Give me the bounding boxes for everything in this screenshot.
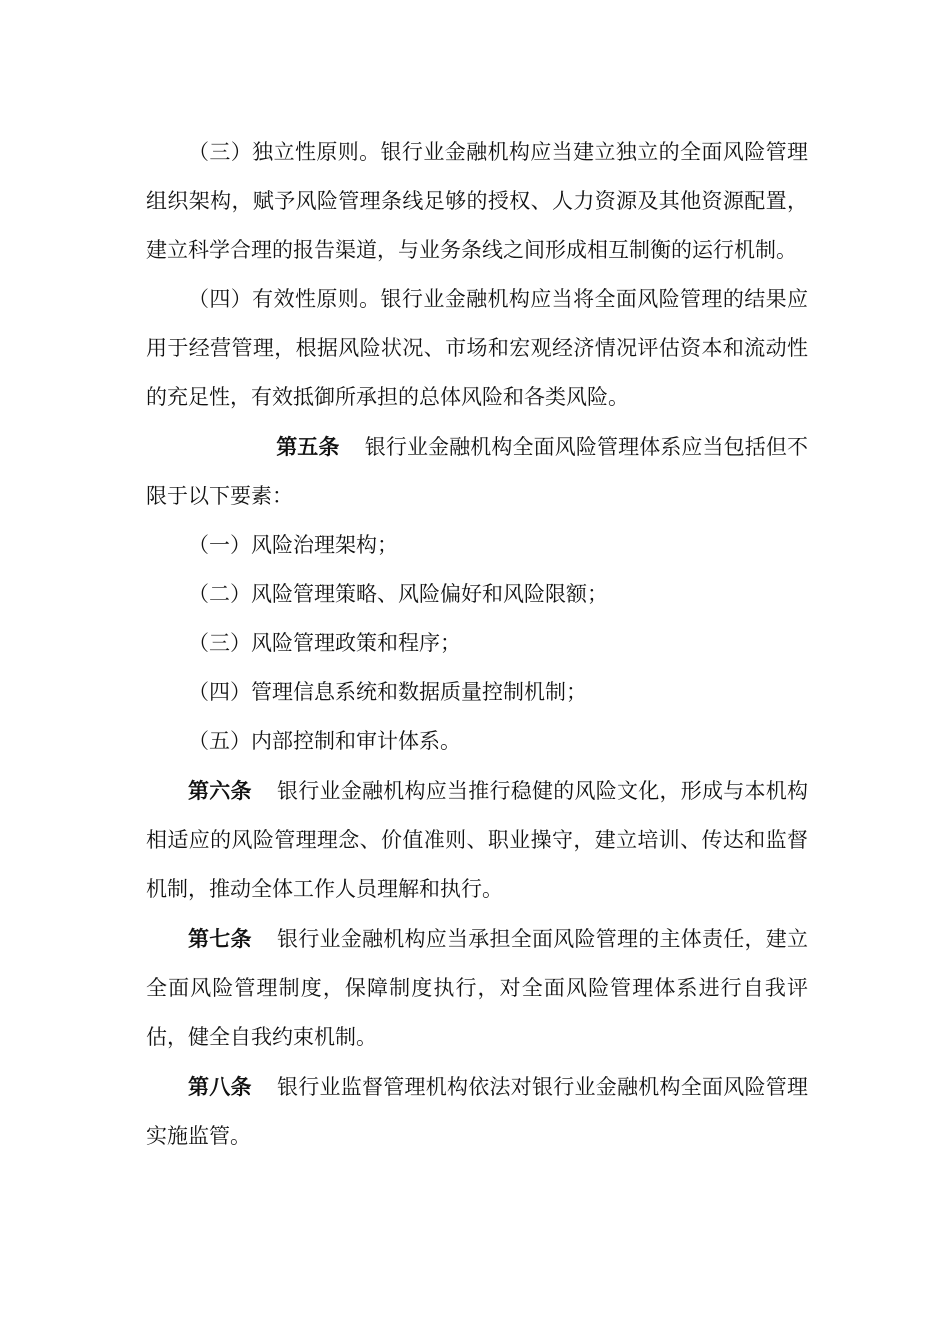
article-8-label: 第八条 [188,1074,252,1099]
article-7-text: 银行业金融机构应当承担全面风险管理的主体责任，建立全面风险管理制度，保障制度执行，对全面风险管理体系进行自我评估，健全自我约束机制。 [146,927,809,1049]
article-8 [146,1062,808,1161]
article-6-label: 第六条 [188,778,252,803]
article-7-label: 第七条 [188,926,252,951]
article-5-text: 银行业金融机构全面风险管理体系应当包括但不限于以下要素： [146,435,808,508]
article-5-item-5: （五）内部控制和审计体系。 [188,729,461,753]
article-5-item-1: （一）风险治理架构； [188,533,398,557]
document-body [146,128,808,1161]
article-6-text: 银行业金融机构应当推行稳健的风险文化，形成与本机构相适应的风险管理理念、价值准则、职业操守，建立培训、传达和监督机制，推动全体工作人员理解和执行。 [146,779,809,901]
article-6 [146,766,808,914]
article-7 [146,914,808,1062]
article-5-item-2: （二）风险管理策略、风险偏好和风险限额； [188,582,608,606]
article-8-text: 银行业监督管理机构依法对银行业金融机构全面风险管理实施监管。 [146,1075,809,1148]
article-5-item-3: （三）风险管理政策和程序； [188,631,461,655]
paragraph-independence-principle: （三）独立性原则。银行业金融机构应当建立独立的全面风险管理组织架构，赋予风险管理条线足够的授权、人力资源及其他资源配置，建立科学合理的报告渠道，与业务条线之间形成相互制衡的运行机制。 [146,140,808,262]
article-5-label: 第五条 [276,434,340,459]
paragraph-effectiveness-principle: （四）有效性原则。银行业金融机构应当将全面风险管理的结果应用于经营管理，根据风险状况、市场和宏观经济情况评估资本和流动性的充足性，有效抵御所承担的总体风险和各类风险。 [146,287,808,409]
article-5 [146,422,808,521]
article-5-item-4: （四）管理信息系统和数据质量控制机制； [188,680,587,704]
